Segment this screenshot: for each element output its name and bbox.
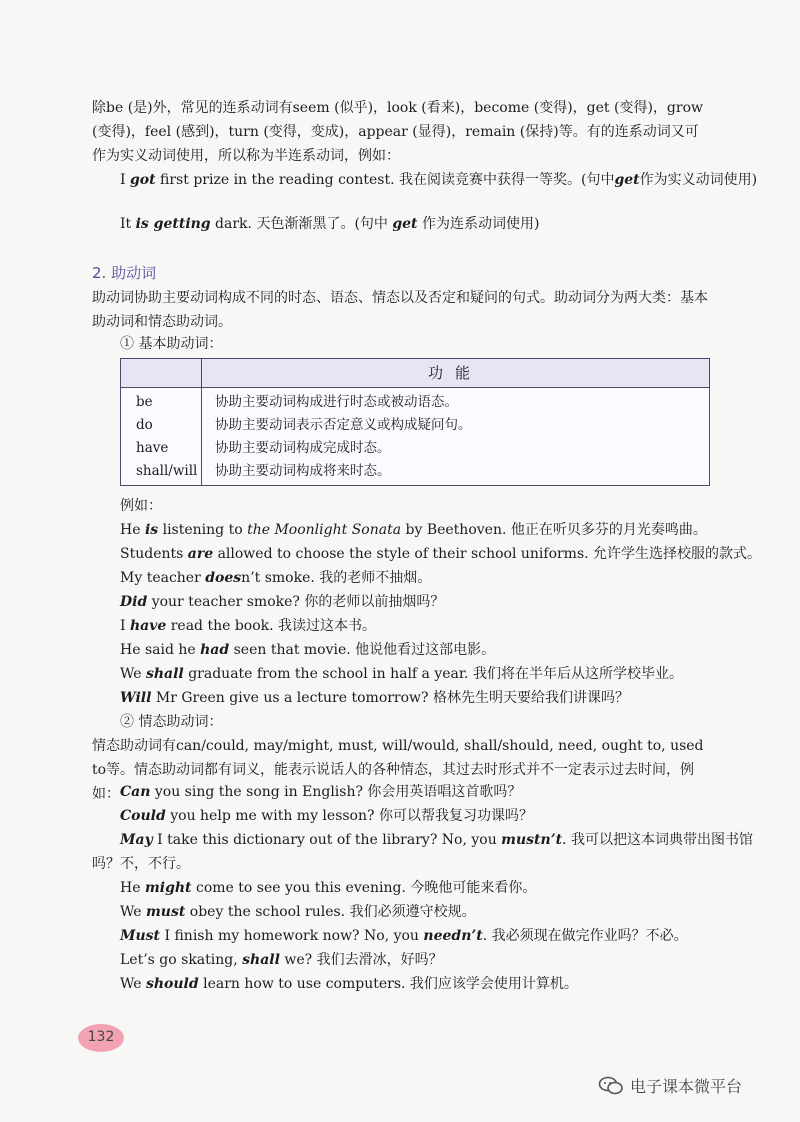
watermark-text: 电子课本微平台 — [630, 1077, 743, 1096]
example-sentence: We shall graduate from the school in half a year. 我们将在半年后从这所学校毕业。 — [120, 666, 683, 682]
intro-example-2: It is getting dark. 天色渐渐黑了。(句中 get 作为连系动词使用) — [120, 216, 540, 232]
example-sentence: Will Mr Green give us a lecture tomorrow? 格林先生明天要给我们讲课吗？ — [120, 690, 629, 706]
page-number: 132 — [78, 1024, 124, 1052]
modal-example: Let’s go skating, shall we? 我们去滑冰，好吗？ — [120, 952, 443, 968]
table-row: be 协助主要动词构成进行时态或被动语态。 — [136, 394, 458, 410]
table-body — [121, 388, 709, 485]
subheading-basic-auxiliary: ① 基本助动词： — [120, 336, 223, 352]
example-sentence: Students are allowed to choose the style of their school uniforms. 允许学生选择校服的款式。 — [120, 546, 762, 562]
watermark — [598, 1074, 742, 1097]
subheading-modal-auxiliary: ② 情态助动词： — [120, 714, 223, 730]
example-sentence: He is listening to the Moonlight Sonata by Beethoven. 他正在听贝多芬的月光奏鸣曲。 — [120, 522, 707, 538]
modal-example: May I take this dictionary out of the library? No, you mustn’t. 我可以把这本词典带出图书馆 — [120, 832, 753, 848]
modal-description: 情态助动词有can/could, may/might, must, will/would, shall/should, need, ought to, used to等。情态助动词都有词义，能表示说话人的各种情态，其过去时形式并不一定表示过去时间，例如： — [92, 738, 704, 802]
table-header — [121, 359, 709, 388]
modal-example: We should learn how to use computers. 我们应该学会使用计算机。 — [120, 976, 578, 992]
examples-label: 例如： — [120, 498, 162, 514]
example-sentence: He said he had seen that movie. 他说他看过这部电影。 — [120, 642, 496, 658]
example-sentence: My teacher doesn’t smoke. 我的老师不抽烟。 — [120, 570, 432, 586]
modal-example: Must I finish my homework now? No, you needn’t. 我必须现在做完作业吗？不必。 — [120, 928, 688, 944]
auxiliary-verb-table — [120, 358, 710, 486]
modal-example: Can you sing the song in English? 你会用英语唱这首歌吗？ — [120, 784, 522, 800]
modal-example: He might come to see you this evening. 今晚他可能来看你。 — [120, 880, 537, 896]
modal-example: We must obey the school rules. 我们必须遵守校规。 — [120, 904, 476, 920]
wechat-icon — [598, 1076, 624, 1096]
section-heading: 2. 助动词 — [92, 264, 157, 282]
example-sentence: Did your teacher smoke? 你的老师以前抽烟吗？ — [120, 594, 445, 610]
modal-example: Could you help me with my lesson? 你可以帮我复习功课吗？ — [120, 808, 533, 824]
table-row: do 协助主要动词表示否定意义或构成疑问句。 — [136, 417, 472, 433]
table-header-function: 功能 — [427, 364, 482, 382]
modal-example-continued: 吗？不，不行。 — [92, 856, 190, 872]
intro-paragraph: 除be (是)外，常见的连系动词有seem (似乎)，look (看来)，become (变得)，get (变得)，grow (变得)，feel (感到)，turn (变得，变成)，appear (显得)，remain (保持)等。有的连系动词又可作为实义动词使用，所以称为半连系动词，例如： — [92, 100, 703, 164]
table-row: shall/will 协助主要动词构成将来时态。 — [136, 463, 391, 479]
intro-example-1: I got first prize in the reading contest. 我在阅读竞赛中获得一等奖。(句中get作为实义动词使用) — [120, 172, 758, 188]
example-sentence: I have read the book. 我读过这本书。 — [120, 618, 377, 634]
table-row: have 协助主要动词构成完成时态。 — [136, 440, 391, 456]
section-description: 助动词协助主要动词构成不同的时态、语态、情态以及否定和疑问的句式。助动词分为两大类：基本助动词和情态助动词。 — [92, 290, 708, 330]
